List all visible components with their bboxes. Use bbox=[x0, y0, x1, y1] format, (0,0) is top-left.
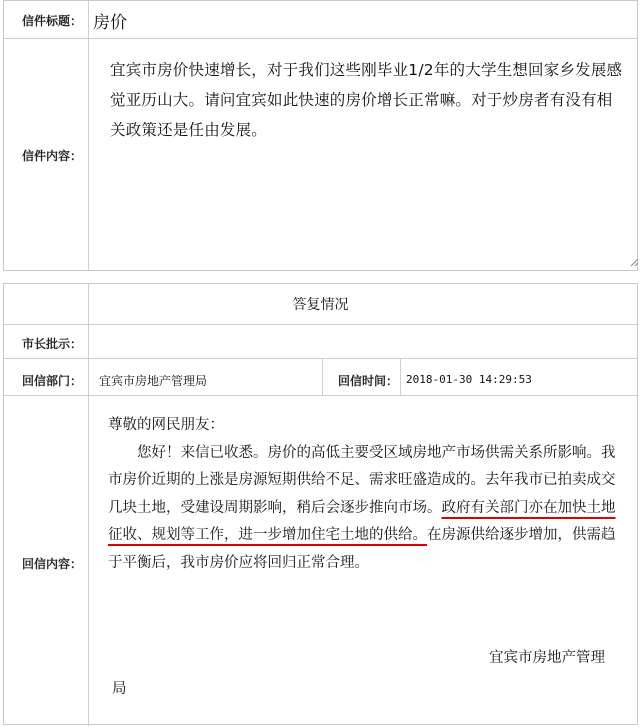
letter-content-text: 宜宾市房价快速增长，对于我们这些刚毕业1/2年的大学生想回家乡发展感觉亚历山大。请问宜宾如此快速的房价增长正常嘛。对于炒房者有没有相关政策还是任由发展。 bbox=[110, 61, 623, 139]
reply-body-part1: 您好！来信已收悉。房价的高低主要受区域房地产市场供需关系所影响。我市房价近期的上涨是房源短期供给不足、需求旺盛造成的。去年我市已拍卖成交几块土地，受建设周期影响，稍后会逐步推向市场。 bbox=[108, 444, 616, 516]
reply-signature-line1: 宜宾市房地产管理 bbox=[489, 650, 605, 666]
reply-body-highlight: 政府有关部门亦在加快土地征收、规划等工作，进一步增加住宅土地的供给。 bbox=[108, 499, 616, 543]
dept-value: 宜宾市房地产管理局 bbox=[99, 374, 208, 388]
reply-content bbox=[108, 412, 624, 577]
time-value: 2018-01-30 14:29:53 bbox=[406, 373, 532, 386]
reply-body-part2: 在房源供给逐步增加，供需趋于平衡后，我市房价应将回归正常合理。 bbox=[108, 527, 616, 571]
divider bbox=[4, 358, 637, 359]
letter-panel bbox=[3, 0, 638, 271]
reply-panel bbox=[3, 283, 638, 725]
resize-handle-icon[interactable] bbox=[629, 257, 639, 267]
letter-title-label: 信件标题： bbox=[22, 14, 83, 28]
letter-content-textarea[interactable] bbox=[92, 39, 640, 269]
reply-signature-line2: 局 bbox=[112, 681, 127, 697]
divider bbox=[400, 359, 401, 395]
divider bbox=[4, 395, 637, 396]
divider bbox=[88, 1, 89, 270]
divider bbox=[88, 284, 89, 726]
divider bbox=[322, 359, 323, 395]
letter-content-label: 信件内容： bbox=[22, 149, 83, 163]
mayor-label: 市长批示： bbox=[22, 337, 83, 351]
reply-body bbox=[108, 440, 624, 578]
divider bbox=[4, 324, 637, 325]
reply-greeting: 尊敬的网民朋友： bbox=[108, 417, 224, 433]
time-label: 回信时间： bbox=[338, 374, 399, 388]
dept-label: 回信部门： bbox=[22, 374, 83, 388]
reply-section-title: 答复情况 bbox=[292, 297, 349, 313]
reply-content-label: 回信内容： bbox=[22, 557, 83, 571]
letter-title-value: 房价 bbox=[93, 13, 127, 33]
